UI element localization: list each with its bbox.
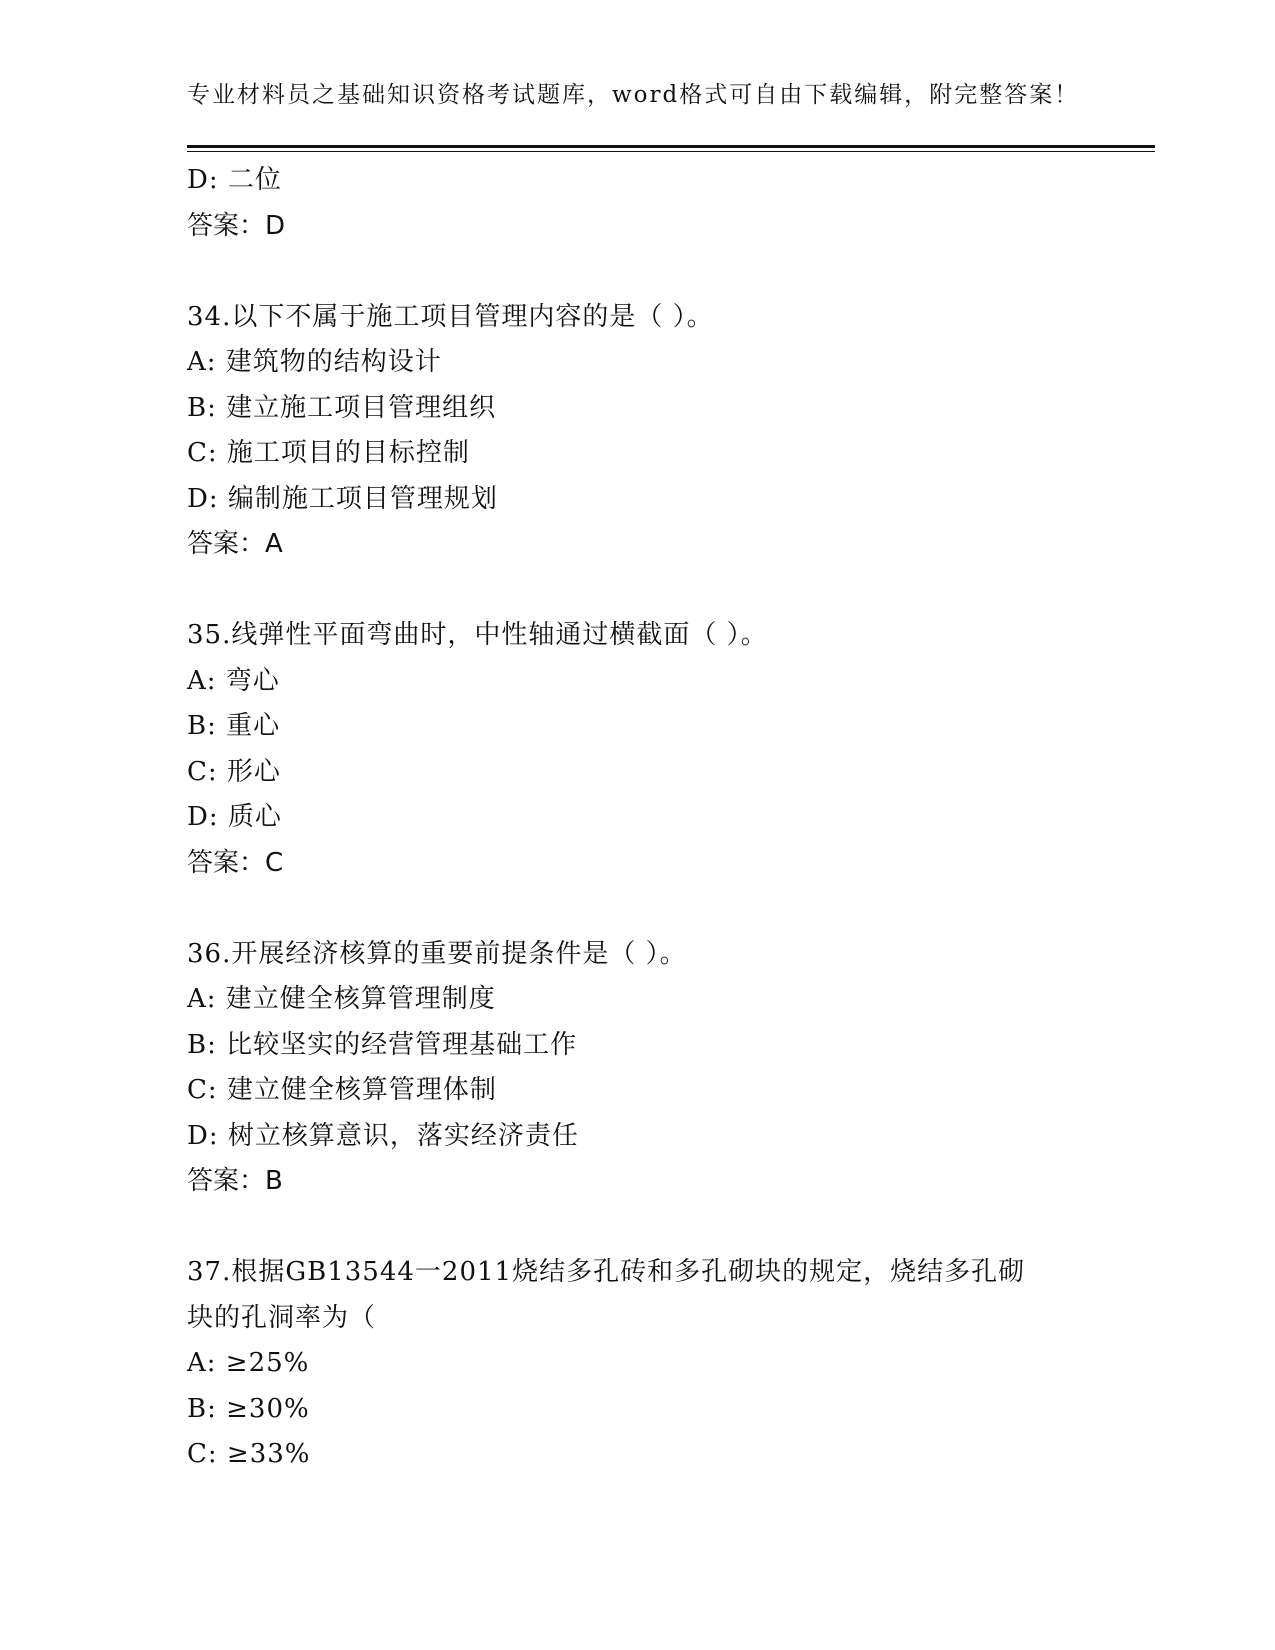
question-34 — [187, 295, 1077, 568]
option-c: C: 形心 — [187, 756, 281, 787]
spacer — [187, 886, 1077, 932]
question-stem-line-1: 37.根据GB13544一2011烧结多孔砖和多孔砌块的规定，烧结多孔砌 — [187, 1257, 1026, 1287]
option-a: A: 建立健全核算管理制度 — [187, 984, 496, 1014]
option-b: B: 重心 — [187, 711, 281, 741]
page-header: 专业材料员之基础知识资格考试题库，word格式可自由下载编辑，附完整答案！ — [187, 82, 1080, 108]
option-a: A: 建筑物的结构设计 — [187, 347, 442, 377]
spacer — [187, 1205, 1077, 1251]
answer: 答案：B — [187, 1166, 283, 1196]
option-a: A: 弯心 — [187, 665, 280, 696]
option-b: B: ≥30% — [187, 1393, 310, 1424]
answer: 答案：A — [187, 529, 283, 559]
option-d: D: 质心 — [187, 802, 282, 832]
question-stem: 35.线弹性平面弯曲时，中性轴通过横截面（ ）。 — [187, 620, 768, 650]
answer: 答案：C — [187, 847, 284, 878]
option-b: B: 建立施工项目管理组织 — [187, 392, 497, 423]
question-stem-line-2: 块的孔洞率为（ — [187, 1302, 377, 1333]
question-37 — [187, 1250, 1077, 1478]
spacer — [187, 249, 1077, 295]
option-a: A: ≥25% — [187, 1348, 310, 1378]
question-stem: 34.以下不属于施工项目管理内容的是（ ）。 — [187, 301, 714, 332]
option-c: C: ≥33% — [187, 1439, 311, 1469]
prev-question-option-d: D: 二位 — [187, 165, 282, 195]
option-b: B: 比较坚实的经营管理基础工作 — [187, 1029, 578, 1060]
document-body — [187, 158, 1077, 1478]
prev-question-answer: 答案：D — [187, 210, 286, 241]
option-d: D: 编制施工项目管理规划 — [187, 483, 498, 514]
header-rule-thick — [187, 145, 1155, 148]
header-rule-thin — [187, 151, 1155, 152]
question-35 — [187, 613, 1077, 886]
option-c: C: 建立健全核算管理体制 — [187, 1075, 497, 1105]
question-stem: 36.开展经济核算的重要前提条件是（ ）。 — [187, 938, 687, 969]
spacer — [187, 568, 1077, 614]
option-d: D: 树立核算意识，落实经济责任 — [187, 1120, 579, 1151]
option-c: C: 施工项目的目标控制 — [187, 438, 470, 468]
question-36 — [187, 932, 1077, 1205]
